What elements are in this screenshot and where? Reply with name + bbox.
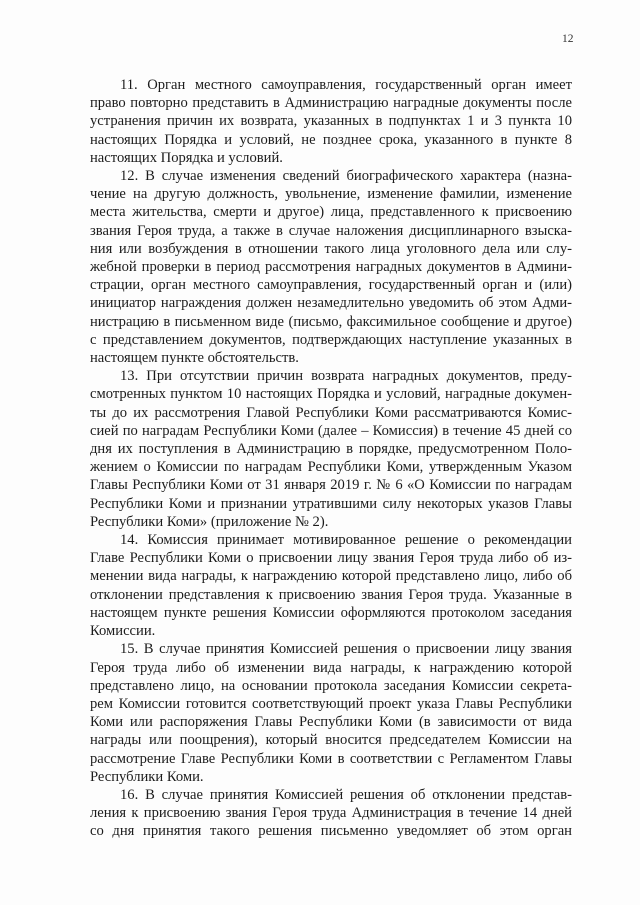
text-line: дня их поступления в Администрацию в порядке, предусмотренном Поло- <box>90 441 572 458</box>
text-line: Комиссии. <box>90 623 156 640</box>
text-line: жебной проверки в период рассмотрения наградных документов в Админи- <box>90 259 572 276</box>
text-line: Республики Коми. <box>90 768 204 785</box>
text-line: 12. В случае изменения сведений биографического характера (назна- <box>120 168 572 185</box>
text-line: Главы Республики Коми от 31 января 2019 г. № 6 «О Комиссии по наградам <box>90 477 572 494</box>
text-line: места жительства, смерти и другое) лица, представленного к присвоению <box>90 204 572 221</box>
text-line: сией по наградам Республики Коми (далее – Комиссия) в течение 45 дней со <box>90 422 572 439</box>
text-line: со дня принятия такого решения письменно уведомляет об этом орган <box>90 823 572 840</box>
text-line: награды или поощрения), который вносится председателем Комиссии на <box>90 732 572 749</box>
text-line: настоящих Порядка и условий. <box>90 149 283 166</box>
text-line: 16. В случае принятия Комиссией решения об отклонении представ- <box>120 786 572 803</box>
page-number: 12 <box>562 33 574 45</box>
text-line: 15. В случае принятия Комиссией решения о присвоении лицу звания <box>120 641 572 658</box>
text-line: рассмотрение Главе Республики Коми в соответствии с Регламентом Главы <box>90 750 572 767</box>
text-line: инициатор награждения должен незамедлительно уведомить об этом Адми- <box>90 295 572 312</box>
text-line: Республики Коми» (приложение № 2). <box>90 513 329 530</box>
text-line: Главе Республики Коми о присвоении лицу звания Героя труда либо об из- <box>90 550 572 567</box>
text-line: менении вида награды, к награждению которой представлено лицо, либо об <box>90 568 572 585</box>
text-line: настоящем пункте решения Комиссии оформляются протоколом заседания <box>90 604 572 621</box>
text-line: 11. Орган местного самоуправления, государственный орган имеет <box>120 77 572 93</box>
text-line: настоящем пункте обстоятельств. <box>90 350 299 367</box>
paragraph-13 <box>90 367 572 531</box>
text-line: Республики Коми и признании утратившими силу некоторых указов Главы <box>90 495 572 512</box>
text-line: нистрацию в письменном виде (письмо, факсимильное сообщение и другое) <box>90 313 572 330</box>
paragraph-16 <box>90 786 572 841</box>
text-line: звания Героя труда, а также в случае наложения дисциплинарного взыска- <box>90 222 572 239</box>
text-line: чение на другую должность, увольнение, изменение фамилии, изменение <box>90 186 572 203</box>
paragraph-11 <box>90 76 572 167</box>
text-line: настоящих Порядка и условий, не позднее срока, указанного в пункте 8 <box>90 131 572 148</box>
text-line: право повторно представить в Администрацию наградные документы после <box>90 95 572 112</box>
text-line: страции, орган местного самоуправления, государственный орган и (или) <box>90 277 572 294</box>
text-line: жением о Комиссии по наградам Республики Коми, утвержденным Указом <box>90 459 572 476</box>
text-line: рем Комиссии готовится соответствующий проект указа Главы Республики <box>90 695 572 712</box>
text-line: ния или возбуждения в отношении такого лица уголовного дела или слу- <box>90 240 572 257</box>
text-line: 13. При отсутствии причин возврата наградных документов, преду- <box>120 368 572 385</box>
text-line: 14. Комиссия принимает мотивированное решение о рекомендации <box>120 532 572 549</box>
paragraph-15 <box>90 640 572 786</box>
text-line: с представлением документов, подтверждающих наступление указанных в <box>90 331 572 348</box>
text-line: представлено лицо, на основании протокола заседания Комиссии секрета- <box>90 677 572 694</box>
text-line: смотренных пунктом 10 настоящих Порядка и условий, наградные докумен- <box>90 386 572 403</box>
text-line: Героя труда либо об изменении вида награды, к награждению которой <box>90 659 572 676</box>
text-line: ты до их рассмотрения Главой Республики Коми рассматриваются Комис- <box>90 404 572 421</box>
text-line: отклонении представления к присвоению звания Героя труда. Указанные в <box>90 586 572 603</box>
text-line: устранения причин их возврата, указанных в подпунктах 1 и 3 пункта 10 <box>90 113 572 130</box>
paragraph-12 <box>90 167 572 367</box>
text-line: Коми или распоряжения Главы Республики Коми (в зависимости от вида <box>90 714 572 731</box>
text-line: ления к присвоению звания Героя труда Администрация в течение 14 дней <box>90 805 572 822</box>
document-body <box>90 76 572 841</box>
paragraph-14 <box>90 531 572 640</box>
